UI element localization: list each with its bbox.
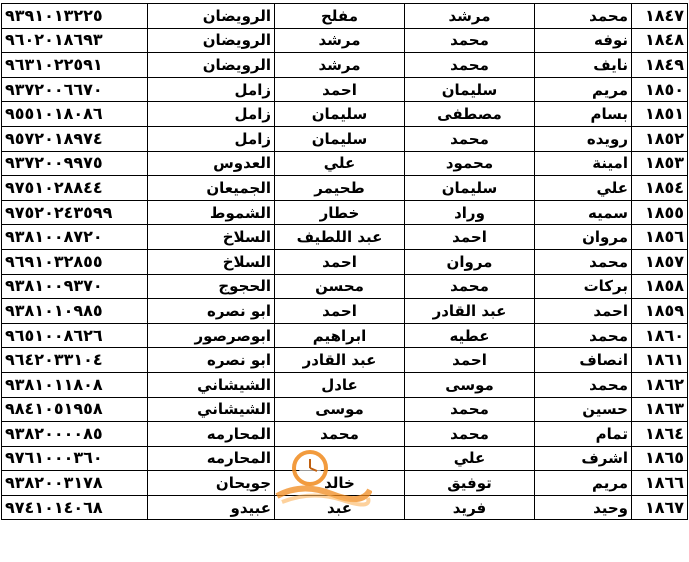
first-name-cell: سميه (535, 200, 632, 225)
record-id-cell: ١٨٥٢ (632, 126, 688, 151)
table-row (2, 102, 688, 127)
first-name-cell: مروان (535, 225, 632, 250)
table-row (2, 77, 688, 102)
record-id-cell: ١٨٥٣ (632, 151, 688, 176)
father-name-cell: عبد القادر (405, 299, 535, 324)
family-name-cell: زامل (148, 126, 275, 151)
record-id-cell: ١٨٦١ (632, 348, 688, 373)
phone-number-cell: ٩٣٧٢٠٠٩٩٧٥ (2, 151, 148, 176)
family-name-cell: زامل (148, 102, 275, 127)
grandfather-name-cell: عبد القادر (275, 348, 405, 373)
grandfather-name-cell: خطار (275, 200, 405, 225)
record-id-cell: ١٨٦٢ (632, 372, 688, 397)
father-name-cell: محمود (405, 151, 535, 176)
father-name-cell: محمد (405, 53, 535, 78)
phone-number-cell: ٩٦٣١٠٢٢٥٩١ (2, 53, 148, 78)
records-table (1, 3, 688, 520)
record-id-cell: ١٨٤٨ (632, 28, 688, 53)
phone-number-cell: ٩٣٨٢٠٠٣١٧٨ (2, 471, 148, 496)
grandfather-name-cell: سليمان (275, 102, 405, 127)
father-name-cell: محمد (405, 126, 535, 151)
father-name-cell: مرشد (405, 4, 535, 29)
table-row (2, 28, 688, 53)
grandfather-name-cell: علي (275, 151, 405, 176)
father-name-cell: عطيه (405, 323, 535, 348)
phone-number-cell: ٩٣٨١٠١٠٩٨٥ (2, 299, 148, 324)
grandfather-name-cell: سليمان (275, 126, 405, 151)
phone-number-cell: ٩٣٧٢٠٠٦٦٧٠ (2, 77, 148, 102)
family-name-cell: الشيشاني (148, 397, 275, 422)
first-name-cell: نوفه (535, 28, 632, 53)
first-name-cell: بركات (535, 274, 632, 299)
record-id-cell: ١٨٦٣ (632, 397, 688, 422)
table-row (2, 422, 688, 447)
table-row (2, 176, 688, 201)
father-name-cell: محمد (405, 28, 535, 53)
first-name-cell: نايف (535, 53, 632, 78)
father-name-cell: علي (405, 446, 535, 471)
father-name-cell: احمد (405, 348, 535, 373)
family-name-cell: الشموط (148, 200, 275, 225)
phone-number-cell: ٩٦٩١٠٣٢٨٥٥ (2, 249, 148, 274)
phone-number-cell: ٩٣٨١٠٠٩٣٧٠ (2, 274, 148, 299)
father-name-cell: محمد (405, 422, 535, 447)
family-name-cell: عبيدو (148, 495, 275, 520)
phone-number-cell: ٩٧٤١٠١٤٠٦٨ (2, 495, 148, 520)
father-name-cell: مروان (405, 249, 535, 274)
table-row (2, 200, 688, 225)
first-name-cell: محمد (535, 372, 632, 397)
first-name-cell: انصاف (535, 348, 632, 373)
grandfather-name-cell: احمد (275, 77, 405, 102)
record-id-cell: ١٨٥٩ (632, 299, 688, 324)
first-name-cell: محمد (535, 323, 632, 348)
record-id-cell: ١٨٥٥ (632, 200, 688, 225)
first-name-cell: وحيد (535, 495, 632, 520)
family-name-cell: الرويضان (148, 28, 275, 53)
record-id-cell: ١٨٦٥ (632, 446, 688, 471)
family-name-cell: زامل (148, 77, 275, 102)
phone-number-cell: ٩٣٩١٠١٣٢٢٥ (2, 4, 148, 29)
records-table-body (2, 4, 688, 520)
father-name-cell: محمد (405, 274, 535, 299)
record-id-cell: ١٨٤٧ (632, 4, 688, 29)
father-name-cell: سليمان (405, 176, 535, 201)
family-name-cell: الرويضان (148, 53, 275, 78)
grandfather-name-cell: مفلح (275, 4, 405, 29)
table-row (2, 53, 688, 78)
first-name-cell: محمد (535, 4, 632, 29)
family-name-cell: الجميعان (148, 176, 275, 201)
grandfather-name-cell (275, 446, 405, 471)
grandfather-name-cell: خالد (275, 471, 405, 496)
family-name-cell: الرويضان (148, 4, 275, 29)
grandfather-name-cell: مرشد (275, 53, 405, 78)
first-name-cell: امينة (535, 151, 632, 176)
grandfather-name-cell: ابراهيم (275, 323, 405, 348)
grandfather-name-cell: محسن (275, 274, 405, 299)
father-name-cell: فريد (405, 495, 535, 520)
grandfather-name-cell: احمد (275, 249, 405, 274)
family-name-cell: السلاخ (148, 225, 275, 250)
grandfather-name-cell: عبد (275, 495, 405, 520)
record-id-cell: ١٨٦٦ (632, 471, 688, 496)
family-name-cell: العدوس (148, 151, 275, 176)
family-name-cell: ابو نصره (148, 348, 275, 373)
phone-number-cell: ٩٣٨٢٠٠٠٠٨٥ (2, 422, 148, 447)
record-id-cell: ١٨٥٦ (632, 225, 688, 250)
first-name-cell: رويده (535, 126, 632, 151)
record-id-cell: ١٨٥١ (632, 102, 688, 127)
table-row (2, 495, 688, 520)
first-name-cell: مريم (535, 77, 632, 102)
phone-number-cell: ٩٧٥١٠٢٨٨٤٤ (2, 176, 148, 201)
father-name-cell: وراد (405, 200, 535, 225)
first-name-cell: مريم (535, 471, 632, 496)
first-name-cell: احمد (535, 299, 632, 324)
record-id-cell: ١٨٦٧ (632, 495, 688, 520)
phone-number-cell: ٩٣٨١٠٠٨٧٢٠ (2, 225, 148, 250)
table-row (2, 397, 688, 422)
father-name-cell: احمد (405, 225, 535, 250)
first-name-cell: اشرف (535, 446, 632, 471)
grandfather-name-cell: عبد اللطيف (275, 225, 405, 250)
father-name-cell: توفيق (405, 471, 535, 496)
phone-number-cell: ٩٦٤٢٠٣٣١٠٤ (2, 348, 148, 373)
family-name-cell: جويحان (148, 471, 275, 496)
table-row (2, 249, 688, 274)
first-name-cell: علي (535, 176, 632, 201)
father-name-cell: محمد (405, 397, 535, 422)
first-name-cell: تمام (535, 422, 632, 447)
family-name-cell: الشيشاني (148, 372, 275, 397)
record-id-cell: ١٨٥٧ (632, 249, 688, 274)
table-row (2, 323, 688, 348)
table-row (2, 126, 688, 151)
phone-number-cell: ٩٥٧٢٠١٨٩٧٤ (2, 126, 148, 151)
table-row (2, 151, 688, 176)
table-row (2, 446, 688, 471)
father-name-cell: مصطفى (405, 102, 535, 127)
family-name-cell: المحارمه (148, 446, 275, 471)
first-name-cell: محمد (535, 249, 632, 274)
grandfather-name-cell: طحيمر (275, 176, 405, 201)
phone-number-cell: ٩٣٨١٠١١٨٠٨ (2, 372, 148, 397)
table-row (2, 4, 688, 29)
record-id-cell: ١٨٦٠ (632, 323, 688, 348)
table-row (2, 274, 688, 299)
phone-number-cell: ٩٦٥١٠٠٨٦٢٦ (2, 323, 148, 348)
phone-number-cell: ٩٨٤١٠٥١٩٥٨ (2, 397, 148, 422)
phone-number-cell: ٩٥٥١٠١٨٠٨٦ (2, 102, 148, 127)
father-name-cell: سليمان (405, 77, 535, 102)
family-name-cell: الحجوج (148, 274, 275, 299)
table-row (2, 299, 688, 324)
first-name-cell: حسين (535, 397, 632, 422)
first-name-cell: بسام (535, 102, 632, 127)
table-row (2, 471, 688, 496)
grandfather-name-cell: احمد (275, 299, 405, 324)
family-name-cell: السلاخ (148, 249, 275, 274)
record-id-cell: ١٨٥٨ (632, 274, 688, 299)
phone-number-cell: ٩٦٠٢٠١٨٦٩٣ (2, 28, 148, 53)
table-row (2, 372, 688, 397)
grandfather-name-cell: موسى (275, 397, 405, 422)
family-name-cell: المحارمه (148, 422, 275, 447)
phone-number-cell: ٩٧٥٢٠٢٤٣٥٩٩ (2, 200, 148, 225)
record-id-cell: ١٨٥٤ (632, 176, 688, 201)
grandfather-name-cell: عادل (275, 372, 405, 397)
grandfather-name-cell: محمد (275, 422, 405, 447)
grandfather-name-cell: مرشد (275, 28, 405, 53)
phone-number-cell: ٩٧٦١٠٠٠٣٦٠ (2, 446, 148, 471)
table-row (2, 225, 688, 250)
record-id-cell: ١٨٥٠ (632, 77, 688, 102)
family-name-cell: ابو نصره (148, 299, 275, 324)
record-id-cell: ١٨٤٩ (632, 53, 688, 78)
family-name-cell: ابوصرصور (148, 323, 275, 348)
table-row (2, 348, 688, 373)
father-name-cell: موسى (405, 372, 535, 397)
record-id-cell: ١٨٦٤ (632, 422, 688, 447)
